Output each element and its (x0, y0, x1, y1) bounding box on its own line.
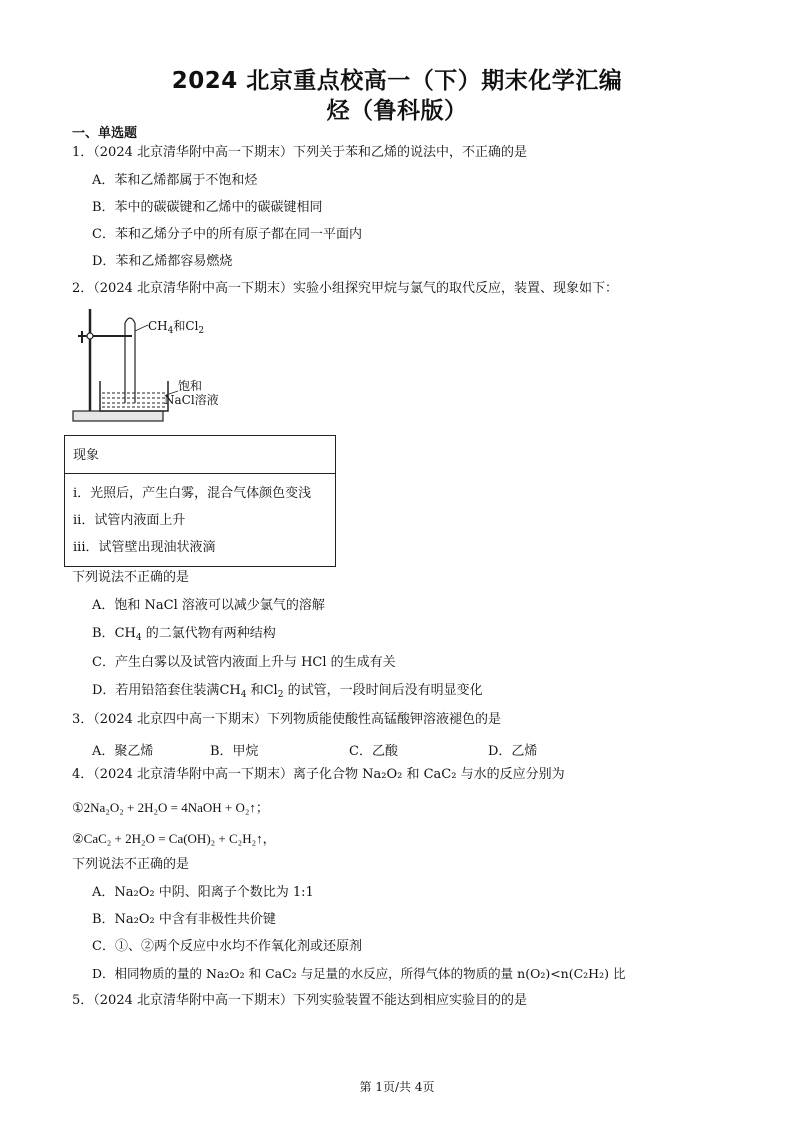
table-row: ii．试管内液面上升 (73, 513, 186, 528)
question-4-stem: 4．（2024 北京清华附中高一下期末）离子化合物 Na₂O₂ 和 CaC₂ 与水的反应分别为 (72, 767, 565, 782)
figure-gas-label: $CH_4$和$Cl_2$ (148, 319, 205, 336)
question-2-option-c: C．产生白雾以及试管内液面上升与 HCl 的生成有关 (92, 655, 396, 670)
table-header: 现象 (73, 448, 100, 463)
question-3-option-a: A．聚乙烯 (92, 744, 154, 759)
question-1-option-d: D．苯和乙烯都容易燃烧 (92, 254, 233, 269)
question-5-stem: 5．（2024 北京清华附中高一下期末）下列实验装置不能达到相应实验目的的是 (72, 993, 527, 1008)
question-1-option-a: A．苯和乙烯都属于不饱和烃 (92, 173, 258, 188)
question-1-option-b: B．苯中的碳碳键和乙烯中的碳碳键相同 (92, 200, 323, 215)
question-4-lead: 下列说法不正确的是 (72, 857, 190, 872)
question-2-stem: 2．（2024 北京清华附中高一下期末）实验小组探究甲烷与氯气的取代反应，装置、现象如下： (72, 281, 618, 296)
question-4-option-b: B．Na₂O₂ 中含有非极性共价键 (92, 912, 276, 927)
section-heading: 一、单选题 (72, 126, 138, 141)
question-1-option-c: C．苯和乙烯分子中的所有原子都在同一平面内 (92, 227, 362, 242)
reaction-equation-1: ①2Na₂O₂ + 2H₂O = 4NaOH + O₂↑； (72, 800, 269, 815)
phenomena-table (64, 435, 336, 567)
question-4-option-d: D．相同物质的量的 Na₂O₂ 和 CaC₂ 与足量的水反应，所得气体的物质的量 n(O₂)<n(C₂H₂) 比 (92, 966, 626, 981)
question-2-option-b: B．$CH_4$ 的二氯代物有两种结构 (92, 626, 276, 643)
question-3-stem: 3．（2024 北京四中高一下期末）下列物质能使酸性高锰酸钾溶液褪色的是 (72, 712, 501, 727)
question-2-option-a: A．饱和 NaCl 溶液可以减少氯气的溶解 (92, 598, 325, 613)
question-1-stem: 1．（2024 北京清华附中高一下期末）下列关于苯和乙烯的说法中，不正确的是 (72, 145, 527, 160)
question-4-option-a: A．Na₂O₂ 中阴、阳离子个数比为 1:1 (92, 885, 314, 900)
document-title: 2024 北京重点校高一（下）期末化学汇编 (171, 68, 623, 94)
question-4-option-c: C．①、②两个反应中水均不作氧化剂或还原剂 (92, 939, 362, 954)
figure-liquid-label-2: NaCl溶液 (164, 393, 219, 407)
table-row: iii．试管壁出现油状液滴 (73, 540, 216, 555)
question-3-option-b: B．甲烷 (210, 744, 259, 759)
figure-liquid-label-1: 饱和 (178, 379, 203, 393)
question-2-lead: 下列说法不正确的是 (72, 570, 190, 585)
question-3-option-c: C．乙酸 (349, 744, 398, 759)
table-row: i．光照后，产生白雾，混合气体颜色变浅 (73, 486, 312, 501)
table-header-row (65, 436, 335, 474)
reaction-equation-2: ②CaC₂ + 2H₂O = Ca(OH)₂ + C₂H₂↑， (72, 831, 276, 846)
page-footer: 第 1页/共 4页 (359, 1080, 435, 1094)
question-2-option-d: D．若用铅箔套住装满$CH_4$ 和$Cl_2$ 的试管，一段时间后没有明显变化 (92, 683, 483, 700)
question-3-option-d: D．乙烯 (488, 744, 538, 759)
document-subtitle: 烃（鲁科版） (326, 98, 468, 124)
